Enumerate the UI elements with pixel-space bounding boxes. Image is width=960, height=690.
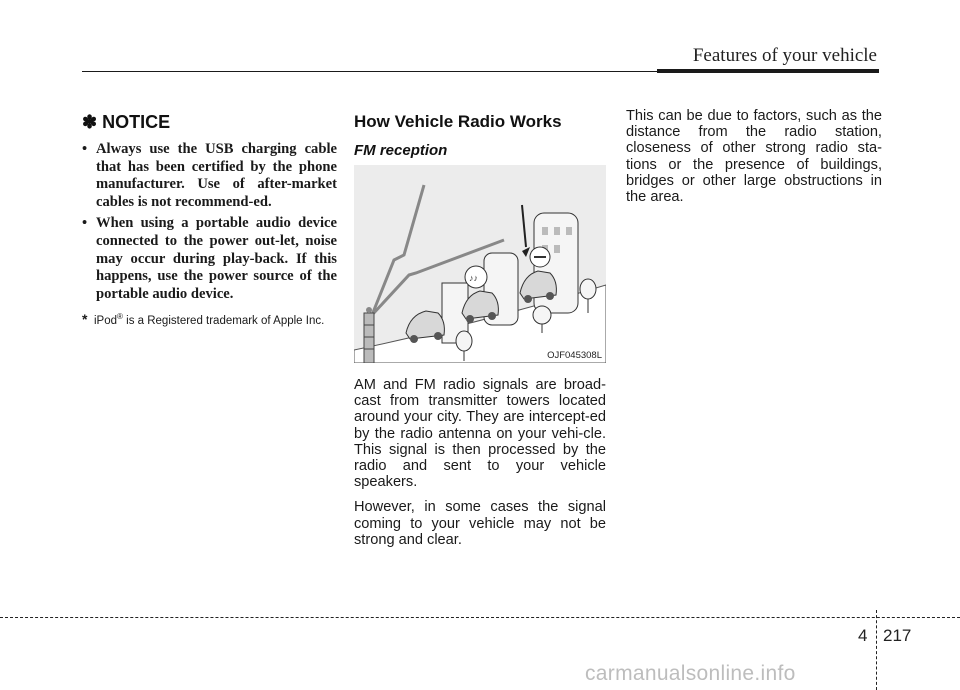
notice-heading: ✽ NOTICE: [82, 112, 171, 132]
header-divider: [82, 71, 662, 72]
chapter-number: 4: [858, 626, 868, 645]
section-title: How Vehicle Radio Works: [354, 112, 562, 131]
fm-reception-diagram: [354, 165, 606, 363]
continuation-column: [626, 108, 882, 214]
radio-section-column: [354, 108, 606, 557]
trademark-text: is a Registered trademark of Apple Inc.: [122, 315, 325, 328]
body-paragraph: However, in some cases the signal coming to your vehicle may not be strong and clear.: [354, 499, 606, 548]
bullet-icon: •: [82, 215, 88, 232]
trademark-brand: iPod: [94, 315, 118, 328]
notice-list: [82, 141, 337, 303]
watermark: carmanualsonline.info: [585, 662, 796, 685]
transmitter-tower-icon: [364, 307, 374, 363]
header-divider-thick: [657, 69, 879, 73]
footer-divider: [0, 617, 960, 618]
notice-item: [82, 215, 337, 303]
signal-bubble-icon: [530, 247, 550, 267]
notice-item-text: Always use the USB charging cable that has been certified by the phone manufacturer. Use of after-market cables is not recommend-ed.: [96, 141, 337, 210]
asterisk-icon: *: [82, 311, 88, 328]
signal-bubble-icon: [465, 266, 487, 288]
page-number: 217: [883, 626, 912, 645]
fm-reception-illustration: [354, 165, 606, 363]
notice-item: [82, 141, 337, 211]
notice-item-text: When using a portable audio device connected to the power out-let, noise may occur during play-back. If this happens, use the power source of the portable audio device.: [96, 215, 337, 302]
figure-code: OJF045308L: [547, 350, 602, 361]
svg-text:♪♪: ♪♪: [469, 273, 478, 283]
trademark-note: [82, 309, 337, 329]
notice-column: [82, 108, 337, 329]
body-paragraph: AM and FM radio signals are broad-cast from transmitter towers located around your city. They are intercept-ed by the radio antenna on your vehi-cle. This signal is then processed by the radio and sent to your vehicle speakers.: [354, 377, 606, 491]
section-subtitle: FM reception: [354, 142, 448, 159]
body-paragraph: This can be due to factors, such as the distance from the radio station, closeness of other strong radio sta-tions or the presence of buildings, bridges or other large obstructions in the area.: [626, 108, 882, 206]
footer-separator: [876, 610, 877, 690]
registered-mark: ®: [117, 312, 123, 322]
bullet-icon: •: [82, 141, 88, 157]
page-header-title: Features of your vehicle: [692, 45, 877, 66]
